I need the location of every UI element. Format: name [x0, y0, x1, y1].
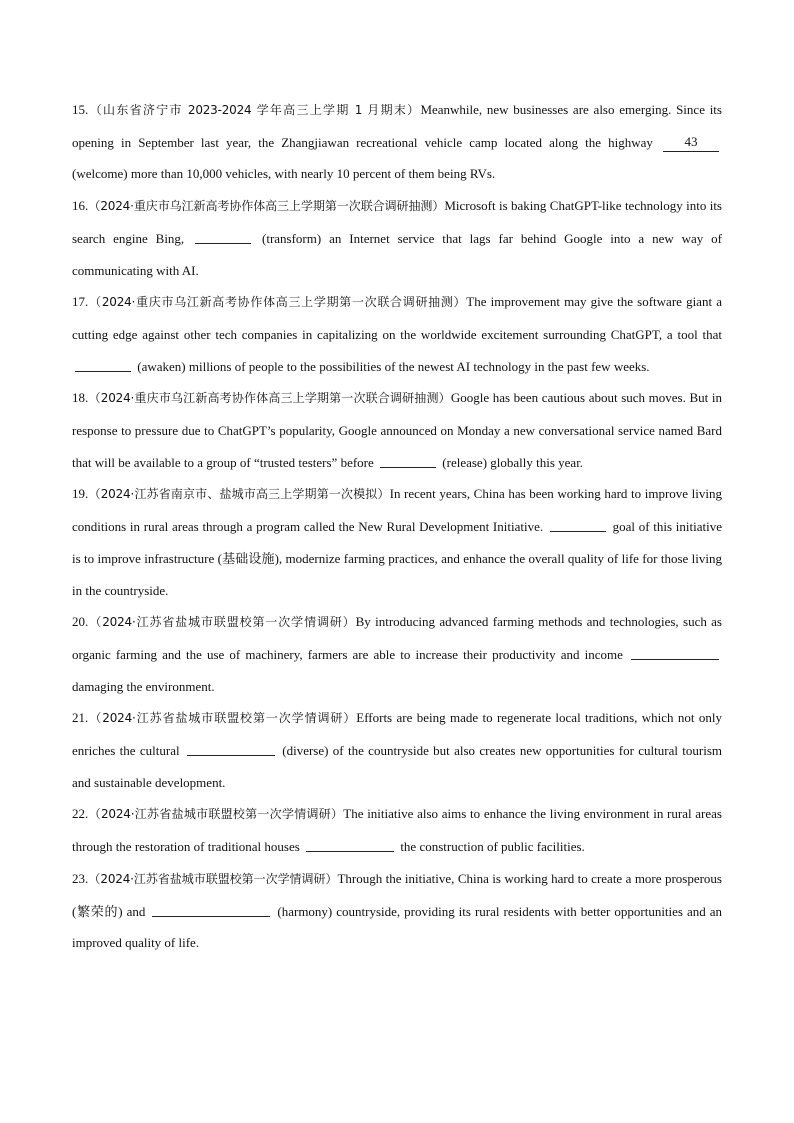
- question-text-after: goal of this initiative is to improve infrastructure (基础设施), modernize farming practices, and enhance the overall quality of life for those living in the countryside.: [72, 519, 722, 598]
- question-text-after: (diverse) of the countryside but also creates new opportunities for cultural tourism and sustainable development.: [72, 743, 723, 790]
- question-text-after: (harmony) countryside, providing its rural residents with better opportunities and an improved quality of life.: [72, 903, 723, 951]
- question-19: [72, 478, 722, 606]
- question-18: [72, 382, 722, 478]
- question-number: 21.: [72, 710, 89, 726]
- question-number: 22.: [72, 806, 89, 822]
- question-16: [72, 190, 722, 286]
- worksheet-page: [72, 94, 722, 959]
- question-source: （2024·重庆市乌江新高考协作体高三上学期第一次联合调研抽测）: [88, 199, 445, 214]
- question-21: [72, 702, 722, 798]
- question-source: （2024·江苏省盐城市联盟校第一次学情调研）: [88, 871, 338, 886]
- question-number: 20.: [72, 614, 89, 630]
- question-number: 17.: [72, 294, 89, 310]
- question-17: [72, 286, 722, 382]
- question-text-after: (transform) an Internet service that lags far behind Google into a new way of communicating with AI.: [72, 230, 723, 278]
- question-text-after: (release) globally this year.: [442, 454, 584, 470]
- question-text-before: Meanwhile, new businesses are also emerging. Since its opening in September last year, the Zhangjiawan recreational vehicle camp located along the highway: [72, 102, 722, 150]
- question-text-before: Microsoft is baking ChatGPT-like technology into its search engine Bing,: [72, 198, 722, 246]
- answer-blank[interactable]: [195, 229, 251, 244]
- question-source: （2024·江苏省盐城市联盟校第一次学情调研）: [88, 615, 356, 630]
- question-text-after: the construction of public facilities.: [400, 839, 585, 855]
- question-text-before: In recent years, China has been working hard to improve living conditions in rural areas through a program called the New Rural Development Initiative.: [72, 486, 722, 535]
- question-text-before: By introducing advanced farming methods and technologies, such as organic farming and the use of machinery, farmers are able to increase their productivity and income: [72, 614, 722, 662]
- question-text-before: The initiative also aims to enhance the living environment in rural areas through the restoration of traditional houses: [72, 806, 722, 855]
- answer-blank[interactable]: [663, 133, 719, 152]
- question-number: 18.: [72, 390, 89, 406]
- question-source: （2024·江苏省盐城市联盟校第一次学情调研）: [88, 807, 344, 822]
- answer-blank[interactable]: [380, 453, 436, 468]
- question-15: [72, 94, 722, 190]
- question-number: 23.: [72, 870, 89, 886]
- question-source: （2024·江苏省南京市、盐城市高三上学期第一次模拟）: [88, 487, 390, 502]
- question-text-before: The improvement may give the software giant a cutting edge against other tech companies in capitalizing on the worldwide excitement surrounding ChatGPT, a tool that: [72, 294, 722, 342]
- question-text-before: Through the initiative, China is working hard to create a more prosperous (繁荣的) and: [72, 870, 722, 919]
- question-source: （2024·重庆市乌江新高考协作体高三上学期第一次联合调研抽测）: [88, 391, 451, 406]
- question-text-before: Efforts are being made to regenerate local traditions, which not only enriches the cultural: [72, 710, 722, 759]
- answer-blank[interactable]: [631, 645, 719, 660]
- question-text-after: (welcome) more than 10,000 vehicles, with nearly 10 percent of them being RVs.: [72, 166, 496, 182]
- question-number: 19.: [72, 486, 89, 502]
- question-number: 16.: [72, 198, 89, 214]
- answer-text: 43: [684, 133, 698, 149]
- question-20: [72, 606, 722, 702]
- question-text-after: damaging the environment.: [72, 678, 215, 694]
- question-text-after: (awaken) millions of people to the possibilities of the newest AI technology in the past few weeks.: [137, 358, 650, 374]
- answer-blank[interactable]: [550, 517, 606, 532]
- answer-blank[interactable]: [75, 357, 131, 372]
- answer-blank[interactable]: [187, 741, 275, 756]
- question-23: [72, 863, 722, 959]
- question-22: [72, 798, 722, 862]
- answer-blank[interactable]: [306, 837, 394, 852]
- question-source: （山东省济宁市 2023-2024 学年高三上学期 1 月期末）: [88, 103, 421, 117]
- question-text-before: Google has been cautious about such moves. But in response to pressure due to ChatGPT’s popularity, Google announced on Monday a new conversational service named Bard that will be available to a group of “trusted testers” before: [72, 390, 722, 470]
- answer-blank[interactable]: [152, 902, 270, 917]
- question-source: （2024·重庆市乌江新高考协作体高三上学期第一次联合调研抽测）: [88, 295, 467, 310]
- question-number: 15.: [72, 102, 89, 117]
- question-source: （2024·江苏省盐城市联盟校第一次学情调研）: [88, 711, 357, 726]
